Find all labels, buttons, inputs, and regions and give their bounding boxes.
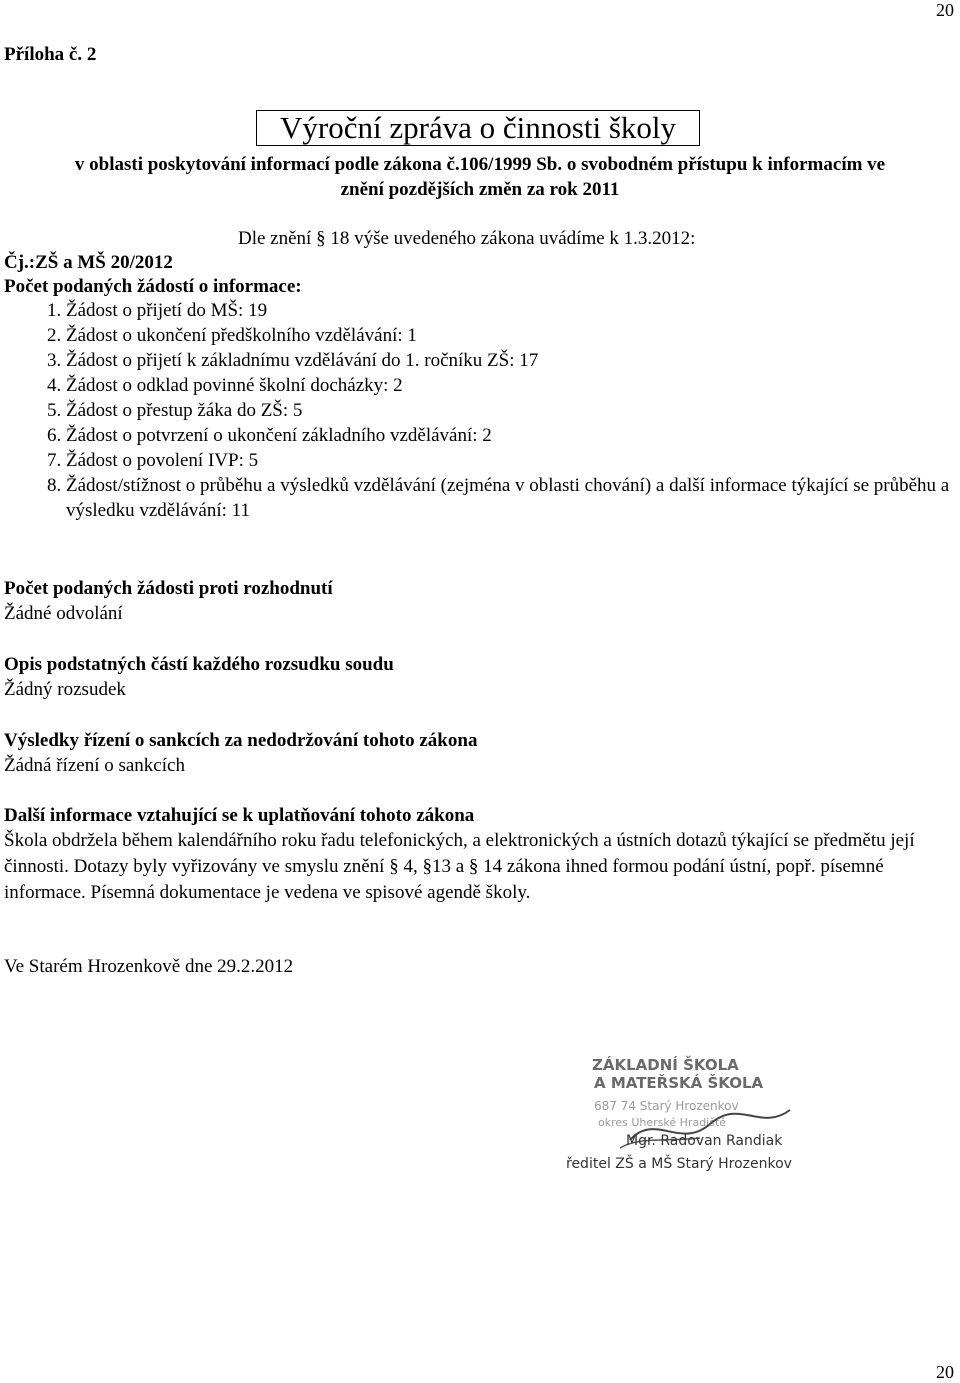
intro-text: Dle znění § 18 výše uvedeného zákona uvádíme k 1.3.2012:	[238, 228, 696, 249]
court-heading: Opis podstatných částí každého rozsudku soudu	[4, 654, 394, 675]
stamp-line-2: A MATEŘSKÁ ŠKOLA	[594, 1074, 764, 1092]
stamp-line-6: ředitel ZŠ a MŠ Starý Hrozenkov	[566, 1156, 792, 1172]
sanctions-text: Žádná řízení o sankcích	[4, 755, 185, 776]
court-text: Žádný rozsudek	[4, 679, 126, 700]
list-item: 4. Žádost o odklad povinné školní docházky: 2	[66, 373, 954, 398]
sanctions-heading: Výsledky řízení o sankcích za nedodržování tohoto zákona	[4, 730, 478, 751]
requests-heading: Počet podaných žádostí o informace:	[4, 276, 302, 297]
appeals-heading: Počet podaných žádosti proti rozhodnutí	[4, 578, 333, 599]
document-subtitle	[0, 152, 960, 202]
stamp-line-3: 687 74 Starý Hrozenkov	[594, 1099, 739, 1113]
stamp-image	[560, 1052, 830, 1182]
list-item: 5. Žádost o přestup žáka do ZŠ: 5	[66, 398, 954, 423]
list-item: 3. Žádost o přijetí k základnímu vzdělávání do 1. ročníku ZŠ: 17	[66, 348, 954, 373]
list-item: 8. Žádost/stížnost o průběhu a výsledků vzdělávání (zejména v oblasti chování) a další informace týkající se průběhu a výsledku vzdělávání: 11	[66, 473, 954, 523]
requests-list	[4, 298, 954, 523]
annex-label: Příloha č. 2	[4, 44, 97, 65]
school-stamp-signature	[560, 1052, 830, 1182]
stamp-line-1: ZÁKLADNÍ ŠKOLA	[592, 1056, 739, 1074]
list-item: 1. Žádost o přijetí do MŠ: 19	[66, 298, 954, 323]
stamp-line-4: okres Uherské Hradiště	[598, 1116, 727, 1129]
other-info-text: Škola obdržela během kalendářního roku řadu telefonických, a elektronických a ústních dotazů týkající se předmětu její činnosti. Dotazy byly vyřizovány ve smyslu znění § 4, §13 a § 14 zákona ihned formou podání ústní, popř. písemné informace. Písemná dokumentace je vedena ve spisové agendě školy.	[4, 830, 915, 903]
page-number-bottom: 20	[936, 1362, 954, 1382]
place-and-date: Ve Starém Hrozenkově dne 29.2.2012	[4, 956, 294, 977]
list-item: 7. Žádost o povolení IVP: 5	[66, 448, 954, 473]
reference-number: Čj.:ZŠ a MŠ 20/2012	[4, 252, 173, 273]
page-number-top: 20	[936, 0, 954, 20]
other-info-heading: Další informace vztahující se k uplatňování tohoto zákona	[4, 805, 475, 826]
stamp-line-5: Mgr. Radovan Randiak	[626, 1133, 783, 1149]
subtitle-line-1: v oblasti poskytování informací podle zákona č.106/1999 Sb. o svobodném přístupu k informacím ve	[74, 154, 886, 175]
document-title: Výroční zpráva o činnosti školy	[256, 110, 700, 146]
appeals-text: Žádné odvolání	[4, 603, 123, 624]
list-item: 2. Žádost o ukončení předškolního vzdělávání: 1	[66, 323, 954, 348]
list-item: 6. Žádost o potvrzení o ukončení základního vzdělávání: 2	[66, 423, 954, 448]
subtitle-line-2: znění pozdějších změn za rok 2011	[340, 179, 620, 200]
